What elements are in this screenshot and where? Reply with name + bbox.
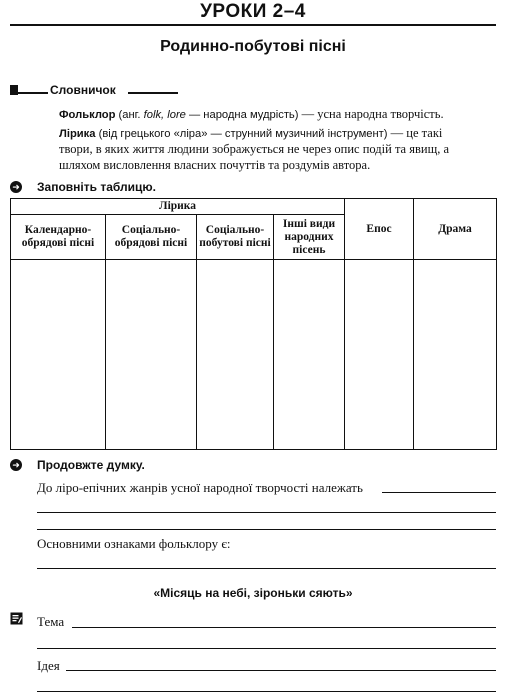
table-cell-epic[interactable] xyxy=(345,260,414,450)
arrow-right-icon: ➜ xyxy=(10,181,22,193)
table-cell-other[interactable] xyxy=(274,260,345,450)
glossary-rule-right xyxy=(128,92,178,94)
arrow-right-icon: ➜ xyxy=(10,459,22,471)
theme-label: Тема xyxy=(37,614,65,629)
epic-header: Епос xyxy=(345,199,414,260)
genres-table xyxy=(10,198,497,450)
def-folklore-paren-italic: folk, lore xyxy=(143,109,186,121)
table-cell-social-everyday[interactable] xyxy=(197,260,274,450)
def-folklore-paren-b: — народна мудрість) xyxy=(185,109,299,121)
table-cell-social-ritual[interactable] xyxy=(106,260,197,450)
answer-line[interactable] xyxy=(382,492,496,493)
table-cell-drama[interactable] xyxy=(414,260,497,450)
table-cell-calendar[interactable] xyxy=(11,260,106,450)
term-lyric: Лірика xyxy=(59,128,96,140)
glossary-rule-left xyxy=(18,92,48,94)
answer-line[interactable] xyxy=(37,648,496,649)
definition-folklore xyxy=(59,107,489,123)
lyric-col-calendar: Календарно-обрядові пісні xyxy=(11,215,106,260)
idea-label: Ідея xyxy=(37,658,60,673)
lyric-col-other: Інші види народних пісень xyxy=(274,215,345,260)
poem-title: «Місяць на небі, зіроньки сяють» xyxy=(153,586,353,600)
task-fill-table-label: Заповніть таблицю. xyxy=(37,180,156,194)
answer-line[interactable] xyxy=(37,512,496,513)
page-title: Родинно-побутові пісні xyxy=(160,38,346,55)
drama-header: Драма xyxy=(414,199,497,260)
prompt-folklore-features: Основними ознаками фольклору є: xyxy=(37,536,231,551)
term-folklore: Фольклор xyxy=(59,109,116,121)
task-continue-label: Продовжте думку. xyxy=(37,458,145,472)
lyric-col-social-ritual: Соціально-обрядові пісні xyxy=(106,215,197,260)
prompt-lyric-epic: До ліро-епічних жанрів усної народної творчості належать xyxy=(37,480,363,495)
theme-answer-line[interactable] xyxy=(72,627,496,628)
pencil-note-icon xyxy=(10,612,23,625)
glossary-heading xyxy=(10,83,180,99)
answer-line[interactable] xyxy=(37,529,496,530)
glossary-marker-icon xyxy=(10,85,18,95)
lyric-col-social-everyday: Соціально-побутові пісні xyxy=(197,215,274,260)
glossary-label: Словничок xyxy=(50,83,116,97)
idea-answer-line[interactable] xyxy=(66,670,496,671)
answer-line[interactable] xyxy=(37,691,496,692)
lesson-header xyxy=(10,0,496,26)
lyric-group-header: Лірика xyxy=(11,199,345,215)
def-folklore-paren-a: (анг. xyxy=(115,109,144,121)
lesson-title: УРОКИ 2–4 xyxy=(200,1,306,22)
answer-line[interactable] xyxy=(37,568,496,569)
definition-lyric xyxy=(59,126,479,174)
def-lyric-body: — це такі твори, в яких життя людини зображується не через опис подій та явищ, а шляхом висловлення власних почуттів та роздумів автора. xyxy=(59,126,449,172)
def-folklore-body: — усна народна творчість. xyxy=(298,107,444,121)
def-lyric-paren: (від грецького «ліра» — струнний музичний інструмент) xyxy=(95,128,388,140)
